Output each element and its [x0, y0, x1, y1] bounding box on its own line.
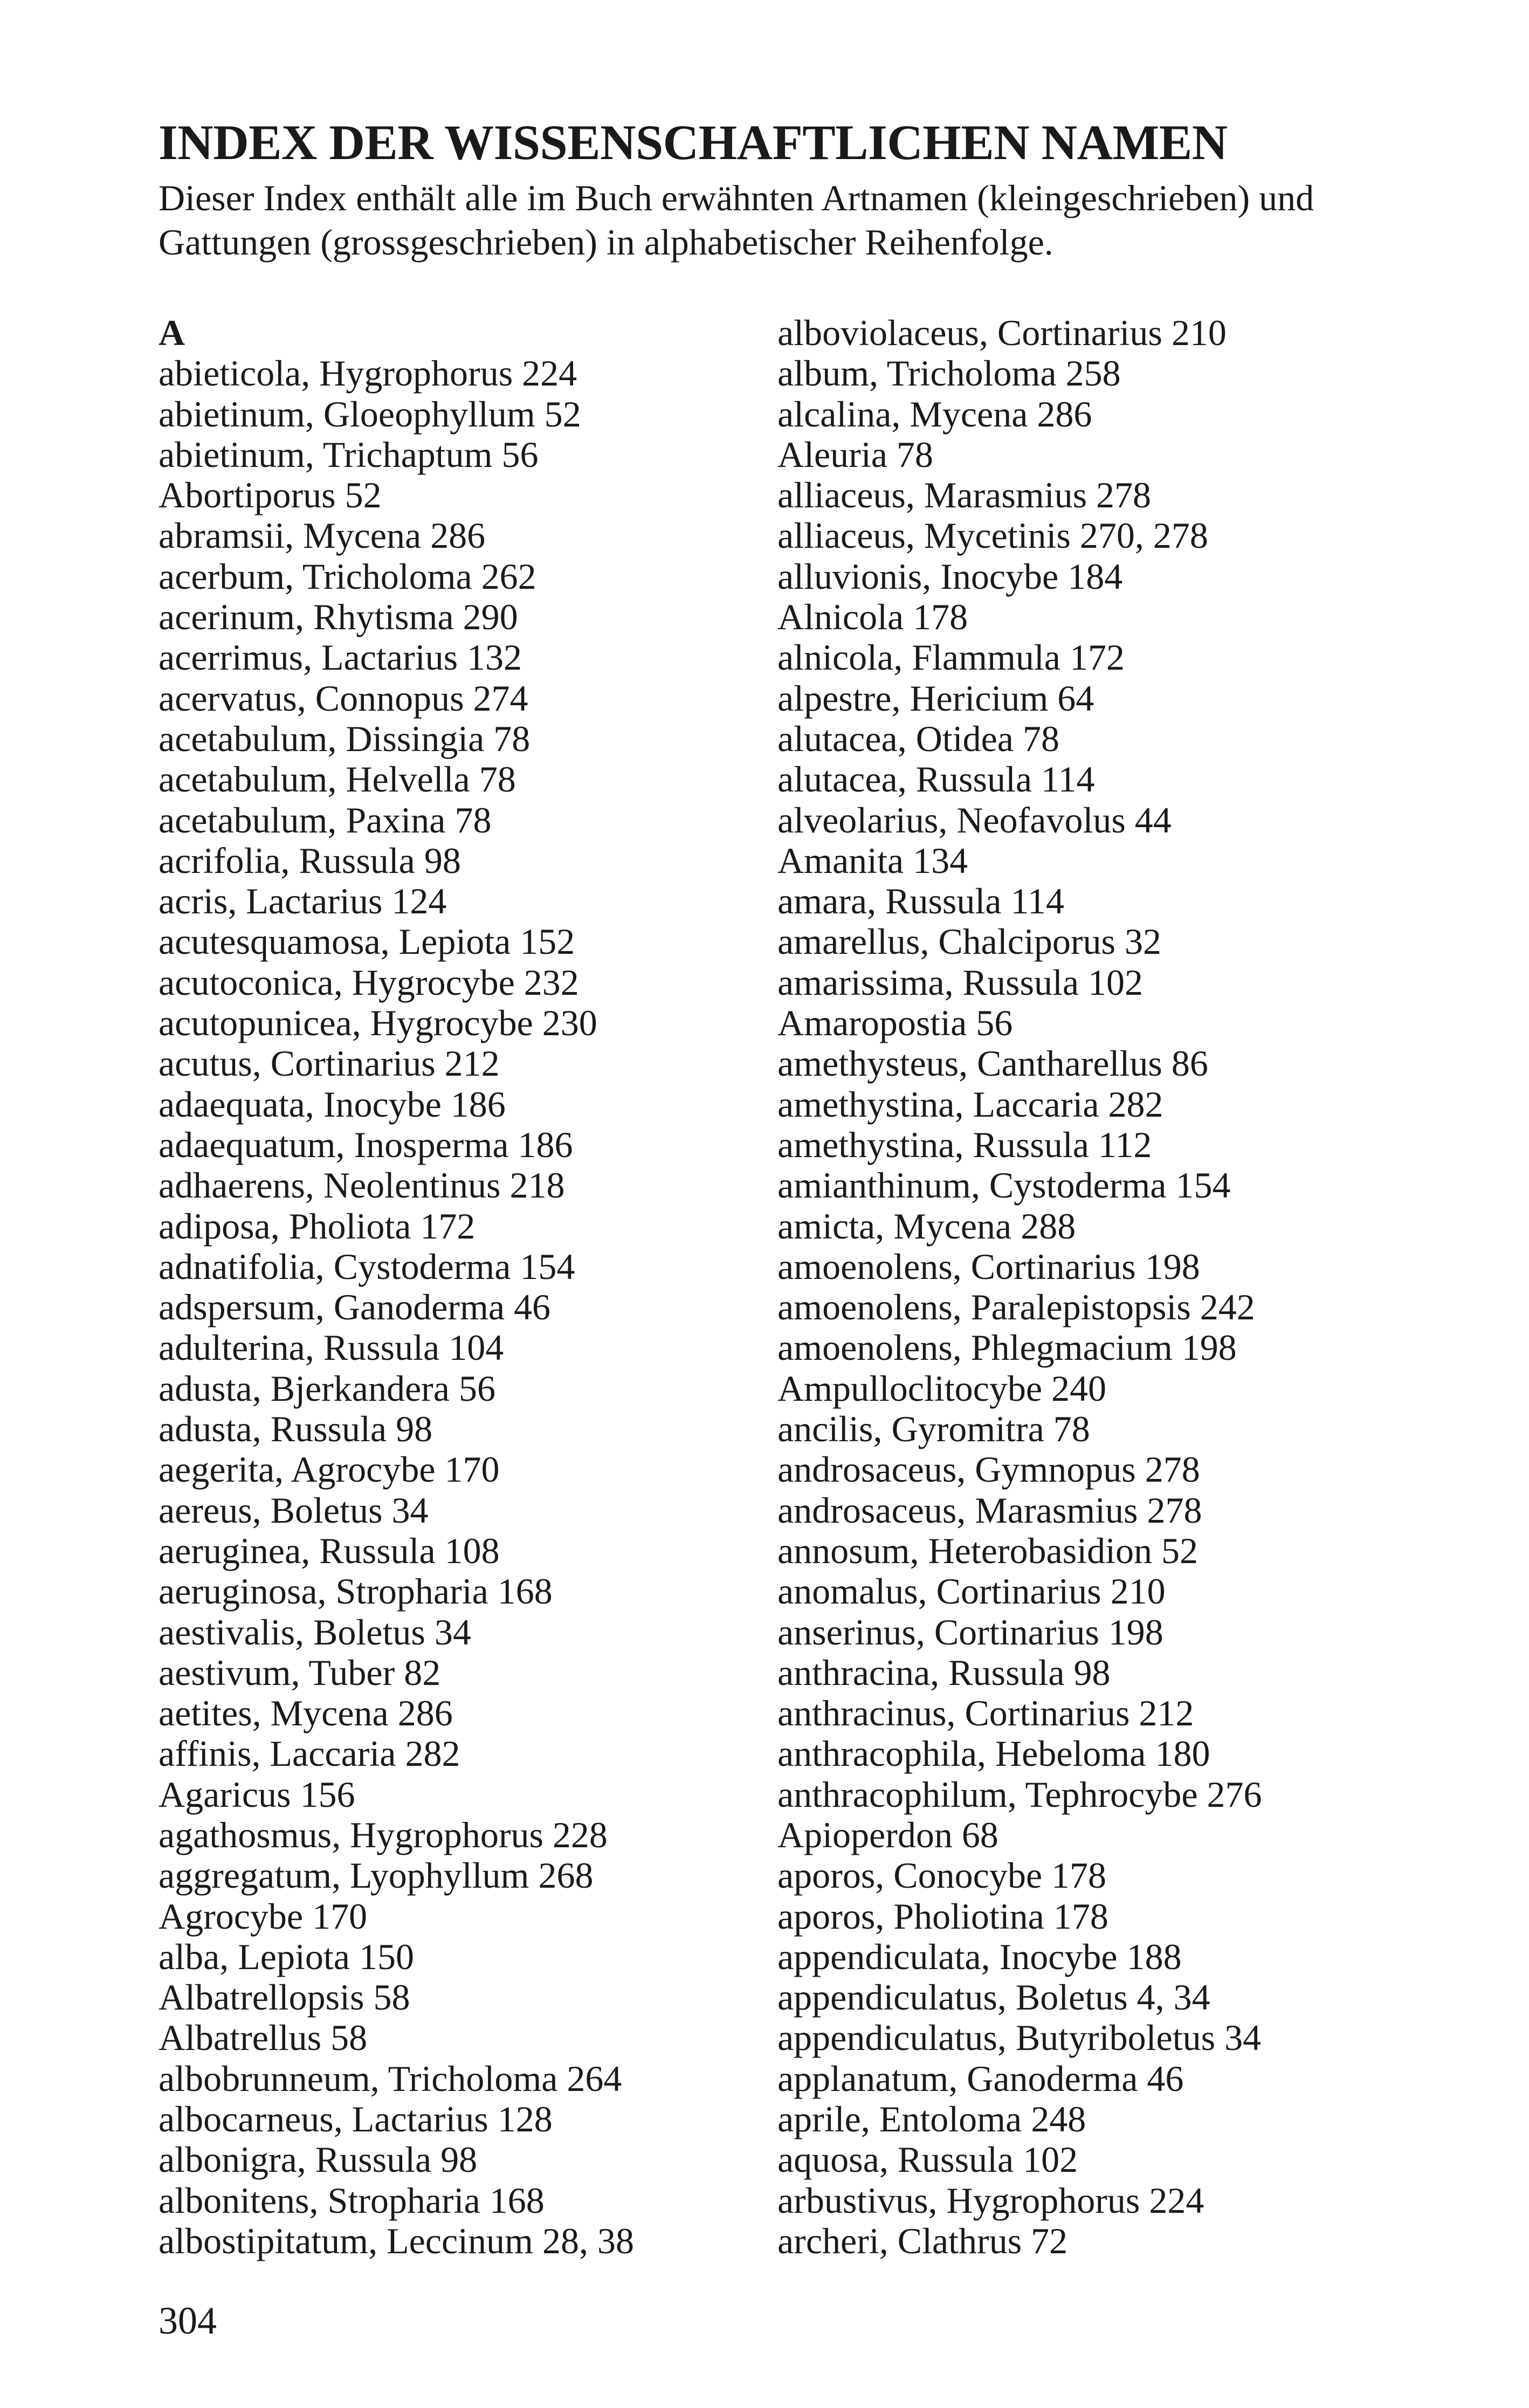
- page-number: 304: [159, 2299, 217, 2342]
- index-entry: agathosmus, Hygrophorus 228: [159, 1814, 608, 1855]
- index-entry: amethysteus, Cantharellus 86: [777, 1043, 1208, 1084]
- index-entry: aegerita, Agrocybe 170: [159, 1449, 500, 1490]
- index-entry: amicta, Mycena 288: [777, 1205, 1076, 1247]
- index-entry: aggregatum, Lyophyllum 268: [159, 1855, 594, 1896]
- index-entry: androsaceus, Marasmius 278: [777, 1489, 1202, 1531]
- index-column-left: [159, 313, 752, 2261]
- index-entry: acervatus, Connopus 274: [159, 677, 528, 719]
- index-entry: anomalus, Cortinarius 210: [777, 1571, 1166, 1612]
- index-entry: alutacea, Russula 114: [777, 759, 1095, 800]
- index-column-right: [777, 313, 1370, 2261]
- index-entry: adiposa, Pholiota 172: [159, 1205, 476, 1247]
- index-entry: archeri, Clathrus 72: [777, 2220, 1068, 2261]
- index-title: INDEX DER WISSENSCHAFTLICHEN NAMEN: [159, 115, 1228, 170]
- index-entry: albonigra, Russula 98: [159, 2139, 478, 2180]
- index-entry: Agaricus 156: [159, 1773, 355, 1815]
- index-entry: alliaceus, Marasmius 278: [777, 474, 1152, 516]
- index-entry: albonitens, Stropharia 168: [159, 2179, 545, 2221]
- index-entry: affinis, Laccaria 282: [159, 1733, 460, 1774]
- index-entry: Ampulloclitocybe 240: [777, 1367, 1107, 1409]
- index-entry: alnicola, Flammula 172: [777, 637, 1125, 678]
- index-entry: appendiculatus, Boletus 4, 34: [777, 1977, 1210, 2018]
- index-entry: adhaerens, Neolentinus 218: [159, 1165, 565, 1206]
- index-entry: amianthinum, Cystoderma 154: [777, 1165, 1231, 1206]
- index-entry: adusta, Russula 98: [159, 1408, 433, 1450]
- index-entry: alveolarius, Neofavolus 44: [777, 799, 1172, 841]
- index-entry: Albatrellus 58: [159, 2017, 368, 2059]
- index-entry: adnatifolia, Cystoderma 154: [159, 1246, 575, 1287]
- index-entry: amoenolens, Cortinarius 198: [777, 1246, 1200, 1287]
- index-entry: abietinum, Gloeophyllum 52: [159, 393, 581, 435]
- index-entry: Abortiporus 52: [159, 474, 382, 516]
- index-entry: acrifolia, Russula 98: [159, 840, 461, 881]
- index-entry: Albatrellopsis 58: [159, 1977, 410, 2018]
- index-entry: aestivalis, Boletus 34: [159, 1611, 471, 1653]
- index-entry: Alnicola 178: [777, 596, 968, 638]
- index-entry: aporos, Conocybe 178: [777, 1855, 1107, 1896]
- index-entry: abieticola, Hygrophorus 224: [159, 353, 577, 394]
- index-entry: adusta, Bjerkandera 56: [159, 1367, 495, 1409]
- index-entry: acetabulum, Paxina 78: [159, 799, 492, 841]
- index-entry: album, Tricholoma 258: [777, 353, 1121, 394]
- index-entry: acerbum, Tricholoma 262: [159, 555, 536, 597]
- index-entry: aetites, Mycena 286: [159, 1693, 453, 1734]
- index-entry: acutesquamosa, Lepiota 152: [159, 921, 575, 962]
- index-entry: amoenolens, Phlegmacium 198: [777, 1327, 1237, 1368]
- index-entry: acris, Lactarius 124: [159, 880, 447, 922]
- index-entry: alpestre, Hericium 64: [777, 677, 1094, 719]
- index-entry: anthracophila, Hebeloma 180: [777, 1733, 1210, 1774]
- index-entry: amethystina, Russula 112: [777, 1124, 1152, 1165]
- index-entry: adulterina, Russula 104: [159, 1327, 504, 1368]
- index-entry: Amaropostia 56: [777, 1002, 1013, 1044]
- index-entry: acetabulum, Helvella 78: [159, 759, 516, 800]
- index-entry: anthracina, Russula 98: [777, 1652, 1111, 1693]
- index-entry: albobrunneum, Tricholoma 264: [159, 2058, 622, 2099]
- index-entry: alutacea, Otidea 78: [777, 718, 1059, 759]
- index-entry: annosum, Heterobasidion 52: [777, 1530, 1198, 1571]
- index-entry: aestivum, Tuber 82: [159, 1652, 441, 1693]
- index-entry: acerinum, Rhytisma 290: [159, 596, 518, 638]
- index-entry: aporos, Pholiotina 178: [777, 1895, 1108, 1937]
- index-entry: acutus, Cortinarius 212: [159, 1043, 500, 1084]
- index-entry: anthracinus, Cortinarius 212: [777, 1693, 1194, 1734]
- index-entry: arbustivus, Hygrophorus 224: [777, 2179, 1204, 2221]
- index-entry: aeruginea, Russula 108: [159, 1530, 500, 1571]
- index-entry: amarissima, Russula 102: [777, 961, 1144, 1003]
- index-entry: Aleuria 78: [777, 434, 933, 475]
- index-entry: abietinum, Trichaptum 56: [159, 434, 539, 475]
- index-entry: acerrimus, Lactarius 132: [159, 637, 522, 678]
- index-entry: alcalina, Mycena 286: [777, 393, 1092, 435]
- index-entry: acutoconica, Hygrocybe 232: [159, 961, 579, 1003]
- index-entry: alluvionis, Inocybe 184: [777, 555, 1123, 597]
- index-intro: Dieser Index enthält alle im Buch erwähnten Artnamen (kleingeschrieben) und Gattungen (grossgeschrieben) in alphabetischer Reihenfolge.: [159, 177, 1314, 263]
- index-entry: alba, Lepiota 150: [159, 1936, 414, 1977]
- index-entry: acetabulum, Dissingia 78: [159, 718, 531, 759]
- index-entry: alliaceus, Mycetinis 270, 278: [777, 515, 1208, 556]
- index-entry: anserinus, Cortinarius 198: [777, 1611, 1163, 1653]
- index-entry: aeruginosa, Stropharia 168: [159, 1571, 553, 1612]
- index-entry: albocarneus, Lactarius 128: [159, 2099, 553, 2140]
- index-entry: androsaceus, Gymnopus 278: [777, 1449, 1200, 1490]
- index-entry: adaequata, Inocybe 186: [159, 1083, 506, 1125]
- index-entry: amethystina, Laccaria 282: [777, 1083, 1163, 1125]
- index-entry: aquosa, Russula 102: [777, 2139, 1078, 2180]
- index-entry: appendiculata, Inocybe 188: [777, 1936, 1182, 1977]
- index-entry: alboviolaceus, Cortinarius 210: [777, 312, 1227, 353]
- index-entry: anthracophilum, Tephrocybe 276: [777, 1773, 1262, 1815]
- index-entry: adaequatum, Inosperma 186: [159, 1124, 573, 1165]
- index-entry: adspersum, Ganoderma 46: [159, 1286, 551, 1328]
- index-entry: aereus, Boletus 34: [159, 1489, 429, 1531]
- index-entry: ancilis, Gyromitra 78: [777, 1408, 1090, 1450]
- index-entry: albostipitatum, Leccinum 28, 38: [159, 2220, 634, 2261]
- index-entry: acutopunicea, Hygrocybe 230: [159, 1002, 597, 1044]
- index-entry: amara, Russula 114: [777, 880, 1064, 922]
- index-entry: aprile, Entoloma 248: [777, 2099, 1086, 2140]
- index-entry: appendiculatus, Butyriboletus 34: [777, 2017, 1262, 2059]
- index-entry: amoenolens, Paralepistopsis 242: [777, 1286, 1255, 1328]
- index-entry: amarellus, Chalciporus 32: [777, 921, 1161, 962]
- index-entry: abramsii, Mycena 286: [159, 515, 486, 556]
- index-entry: Agrocybe 170: [159, 1895, 368, 1937]
- index-entry: applanatum, Ganoderma 46: [777, 2058, 1184, 2099]
- index-entry: Apioperdon 68: [777, 1814, 998, 1855]
- index-entry: Amanita 134: [777, 840, 968, 881]
- section-letter: A: [159, 312, 185, 353]
